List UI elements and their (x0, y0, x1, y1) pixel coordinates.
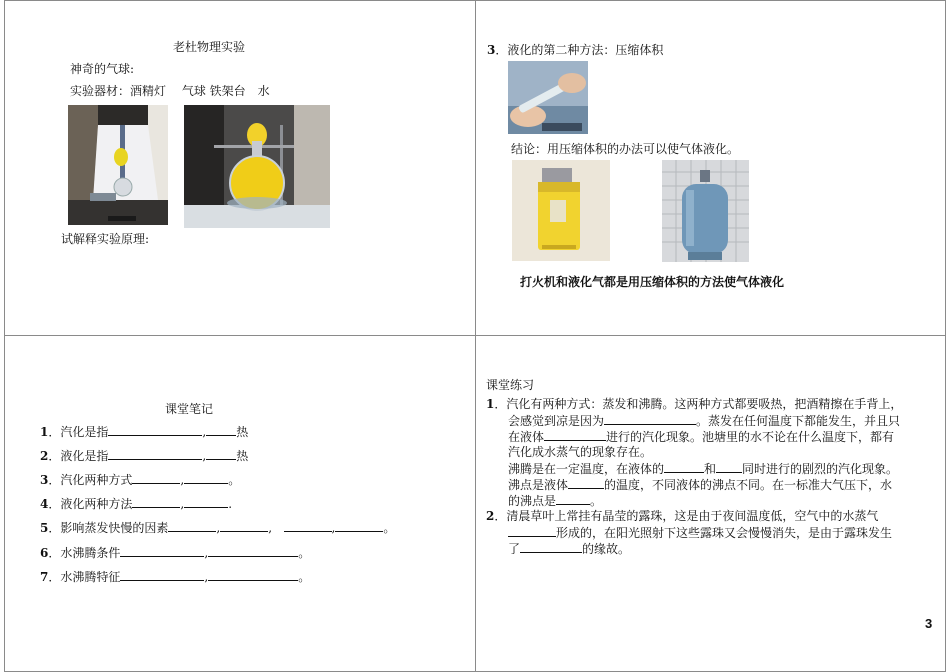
note-item-number: 7 (40, 570, 49, 584)
experiment-photo-person (68, 105, 168, 225)
exercise-text: 。 (590, 494, 603, 508)
answer-blank[interactable] (716, 461, 742, 473)
exercise-1-line-1: 1．汽化有两种方式：蒸发和沸腾。这两种方式都要吸热，把酒精擦在手背上， (486, 397, 903, 411)
exercise-text: 了 (508, 542, 521, 556)
q1-subtitle: 神奇的气球: (70, 62, 135, 76)
note-item-suffix: . (228, 497, 233, 511)
exercise-text: 。蒸发在任何温度下都能发生，并且只 (696, 414, 901, 428)
exercise-text: 和 (704, 462, 717, 476)
exercise-number: 1 (486, 397, 495, 411)
exercise-text: 在液体 (508, 430, 545, 444)
gas-cylinder-photo (662, 160, 749, 262)
note-item-number: 3 (40, 473, 49, 487)
answer-blank[interactable] (184, 496, 228, 508)
note-item-7: 7．水沸腾特征 , 。 (40, 570, 311, 584)
exercise-2-line-2 (508, 525, 892, 541)
answer-blank[interactable] (168, 520, 216, 532)
note-item-suffix: 。 (298, 546, 311, 560)
answer-blank[interactable] (184, 472, 228, 484)
exercise-1-line-4 (508, 445, 652, 460)
answer-blank[interactable] (220, 520, 268, 532)
exercise-1-line-6 (508, 477, 892, 493)
note-item-text: 液化两种方法 (60, 497, 133, 511)
syringe-photo (508, 61, 588, 134)
answer-blank[interactable] (568, 477, 604, 489)
note-item-5: 5．影响蒸发快慢的因素 , , , 。 (40, 521, 396, 535)
note-item-number: 1 (40, 425, 49, 439)
answer-blank[interactable] (132, 496, 180, 508)
exercise-text: 进行的汽化现象。池塘里的水不论在什么温度下，都有 (606, 430, 895, 444)
q4-title: 课堂练习 (486, 378, 535, 392)
exercise-number: 2 (486, 509, 495, 523)
exercise-text: 的温度，不同液体的沸点不同。在一标准大气压下，水 (604, 478, 893, 492)
q2-conclusion: 结论：用压缩体积的办法可以使气体液化。 (511, 142, 740, 156)
exercise-text: 同时进行的剧烈的汽化现象。 (742, 462, 899, 476)
q2-caption: 打火机和液化气都是用压缩体积的方法使气体液化 (520, 275, 785, 289)
exercise-text: 会感觉到凉是因为 (508, 414, 605, 428)
vertical-divider (475, 0, 476, 672)
note-item-text: 液化是指 (60, 449, 109, 463)
answer-blank[interactable] (208, 569, 298, 581)
exercise-text: 汽化成水蒸气的现象存在。 (508, 445, 653, 459)
answer-blank[interactable] (206, 448, 236, 460)
answer-blank[interactable] (556, 493, 590, 505)
page-number: 3 (925, 616, 933, 631)
exercise-2-line-1: 2．清晨草叶上常挂有晶莹的露珠，这是由于夜间温度低，空气中的水蒸气 (486, 509, 879, 523)
answer-blank[interactable] (120, 569, 204, 581)
note-item-suffix: 。 (228, 473, 241, 487)
q2-heading (487, 43, 663, 58)
note-item-2: 2．液化是指 , 热 (40, 449, 249, 463)
exercise-text: 沸腾是在一定温度，在液体的 (508, 462, 665, 476)
exercise-1-line-7 (508, 493, 602, 509)
note-item-text: 水沸腾条件 (60, 546, 121, 560)
note-item-suffix: 。 (383, 521, 396, 535)
experiment-photo-flask (184, 105, 330, 228)
exercise-text: 的缘故。 (582, 542, 631, 556)
note-item-text: 水沸腾特征 (60, 570, 121, 584)
exercise-text: 清晨草叶上常挂有晶莹的露珠，这是由于夜间温度低，空气中的水蒸气 (506, 509, 879, 523)
lighter-photo (512, 160, 610, 261)
q1-prompt: 试解释实验原理: (61, 232, 150, 246)
separator: , (204, 546, 209, 560)
answer-blank[interactable] (664, 461, 704, 473)
note-item-number: 2 (40, 449, 49, 463)
note-item-suffix: 热 (236, 425, 249, 439)
separator: , (216, 521, 221, 535)
answer-blank[interactable] (206, 424, 236, 436)
note-item-1: 1．汽化是指 , 热 (40, 425, 249, 439)
note-item-number: 4 (40, 497, 49, 511)
exercise-1-line-3 (508, 429, 894, 445)
exercise-text: 形成的，在阳光照射下这些露珠又会慢慢消失，是由于露珠发生 (556, 526, 893, 540)
q3-title: 课堂笔记 (165, 402, 214, 416)
answer-blank[interactable] (208, 545, 298, 557)
note-item-number: 6 (40, 546, 49, 560)
note-item-text: 汽化是指 (60, 425, 109, 439)
answer-blank[interactable] (284, 520, 332, 532)
exercise-text: 汽化有两种方式：蒸发和沸腾。这两种方式都要吸热，把酒精擦在手背上， (506, 397, 903, 411)
note-item-suffix: 热 (236, 449, 249, 463)
separator: , (202, 425, 207, 439)
note-item-text: 影响蒸发快慢的因素 (60, 521, 169, 535)
note-item-number: 5 (40, 521, 49, 535)
answer-blank[interactable] (132, 472, 180, 484)
separator: , (204, 570, 209, 584)
separator: , (180, 497, 185, 511)
answer-blank[interactable] (108, 424, 202, 436)
exercise-1-line-2 (508, 413, 900, 429)
answer-blank[interactable] (604, 413, 696, 425)
exercise-text: 的沸点是 (508, 494, 557, 508)
q1-title: 老杜物理实验 (173, 40, 246, 54)
note-item-text: 汽化两种方式 (60, 473, 133, 487)
horizontal-divider (4, 335, 945, 336)
separator: , (180, 473, 185, 487)
q2-heading-text: 液化的第二种方法：压缩体积 (507, 43, 664, 57)
note-item-4: 4．液化两种方法 , . (40, 497, 233, 511)
answer-blank[interactable] (120, 545, 204, 557)
note-item-6: 6．水沸腾条件 , 。 (40, 546, 311, 560)
answer-blank[interactable] (508, 525, 556, 537)
q2-heading-number: 3 (487, 43, 496, 57)
answer-blank[interactable] (335, 520, 383, 532)
exercise-text: 沸点是液体 (508, 478, 569, 492)
separator: , (268, 521, 273, 535)
q2-heading-dot: ． (495, 43, 508, 57)
note-item-suffix: 。 (298, 570, 311, 584)
separator: , (331, 521, 336, 535)
answer-blank[interactable] (108, 448, 202, 460)
answer-blank[interactable] (520, 541, 582, 553)
exercise-1-line-5 (508, 461, 898, 477)
exercise-2-line-3 (508, 541, 630, 557)
answer-blank[interactable] (544, 429, 606, 441)
separator: , (202, 449, 207, 463)
q1-materials: 实验器材：酒精灯 气球 铁架台 水 (70, 84, 270, 98)
note-item-3: 3．汽化两种方式 , 。 (40, 473, 241, 487)
